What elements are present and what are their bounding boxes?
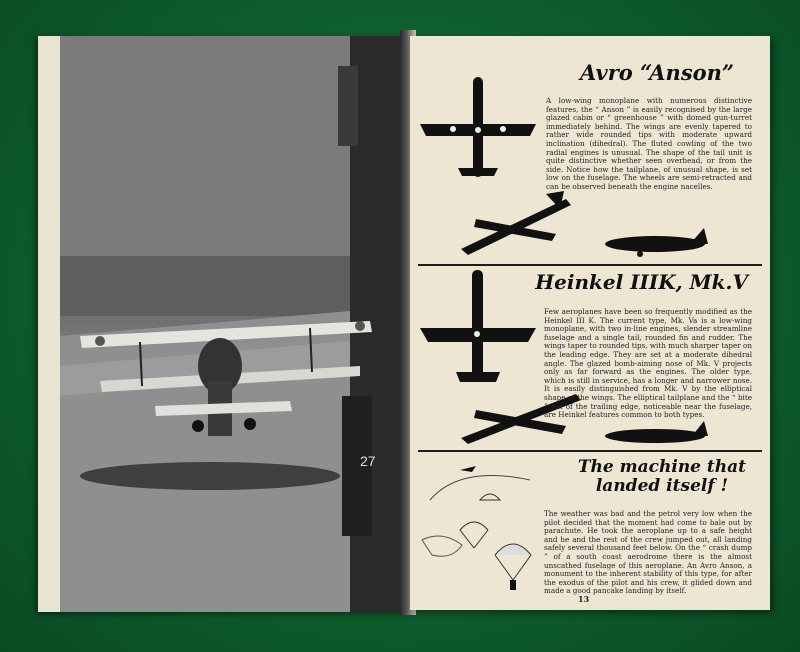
svg-text:27: 27 <box>360 453 376 469</box>
section-divider-2 <box>418 450 762 452</box>
carrier-biplane-photo <box>60 36 408 612</box>
anson-title: Avro “Anson” <box>580 60 734 85</box>
anson-side-view-silhouette <box>600 224 710 260</box>
photo-drawing <box>60 36 408 612</box>
landed-itself-description: The weather was bad and the petrol very low when the pilot decided that the moment had come to bale out by parachute. He took the aeroplane up to a safe height and he and the rest of the crew jumped out, all landing safely several thousand feet below. On the “ crash dump ” of a south coast aerodrome there is the almost unscathed fuselage of this aeroplane. An Avro Anson, a monument to the inherent stability of this type, for after the exodus of the pilot and his crew, it glided down and made a good pancake landing by itself. <box>544 509 752 596</box>
heinkel-top-view-silhouette <box>418 268 538 388</box>
parachutes-illustration <box>420 460 540 600</box>
anson-top-view-silhouette <box>418 72 538 182</box>
heinkel-description: Few aeroplanes have been so frequently modified as the Heinkel III K. The current type, Mk. Va is a low-wing monoplane, with two in-line engines, slender streamline fuselage and a single tail, rounded fin and rudder. The wings taper to rounded tips, with much sharper taper on the leading edge. They are set at a moderate dihedral angle. The glazed bomb-aiming nose of Mk. V projects only as far forward as the engines. The older type, which is still in service, has a longer and narrower nose. It is easily distinguished from Mk. V by the elliptical shape of the wings. The elliptical tailplane and the “ bite ” out of the trailing edge, noticeable near the fuselage, are Heinkel features common to both types. <box>544 307 752 420</box>
heinkel-side-view-silhouette <box>600 418 710 448</box>
landed-itself-title <box>578 458 746 496</box>
anson-oblique-view-silhouette <box>456 189 576 259</box>
landed-itself-title-line2: landed itself ! <box>595 476 729 496</box>
booklet-spread <box>38 30 770 615</box>
left-page <box>38 36 408 612</box>
landed-itself-title-line1: The machine that <box>577 457 746 477</box>
heinkel-section <box>416 268 764 446</box>
landed-itself-section <box>416 454 764 606</box>
page-number: 13 <box>578 594 590 604</box>
anson-description: A low-wing monoplane with numerous distinctive features, the “ Anson ” is easily recognised by the large glazed cabin or “ greenhouse ” with domed gun-turret immediately behind. The wings are evenly tapered to rather wide rounded tips with moderate upward inclination (dihedral). The fluted cowling of the two radial engines is unusual. The shape of the tail unit is quite distinctive whether seen overhead, or from the side. Notice how the tailplane, of unusual shape, is set low on the fuselage. The wheels are semi-retracted and can be observed beneath the engine nacelles. <box>546 96 752 191</box>
section-divider-1 <box>418 264 762 266</box>
heinkel-title: Heinkel IIIK, Mk.V <box>535 270 748 294</box>
right-page <box>410 36 770 610</box>
anson-section <box>416 54 764 262</box>
